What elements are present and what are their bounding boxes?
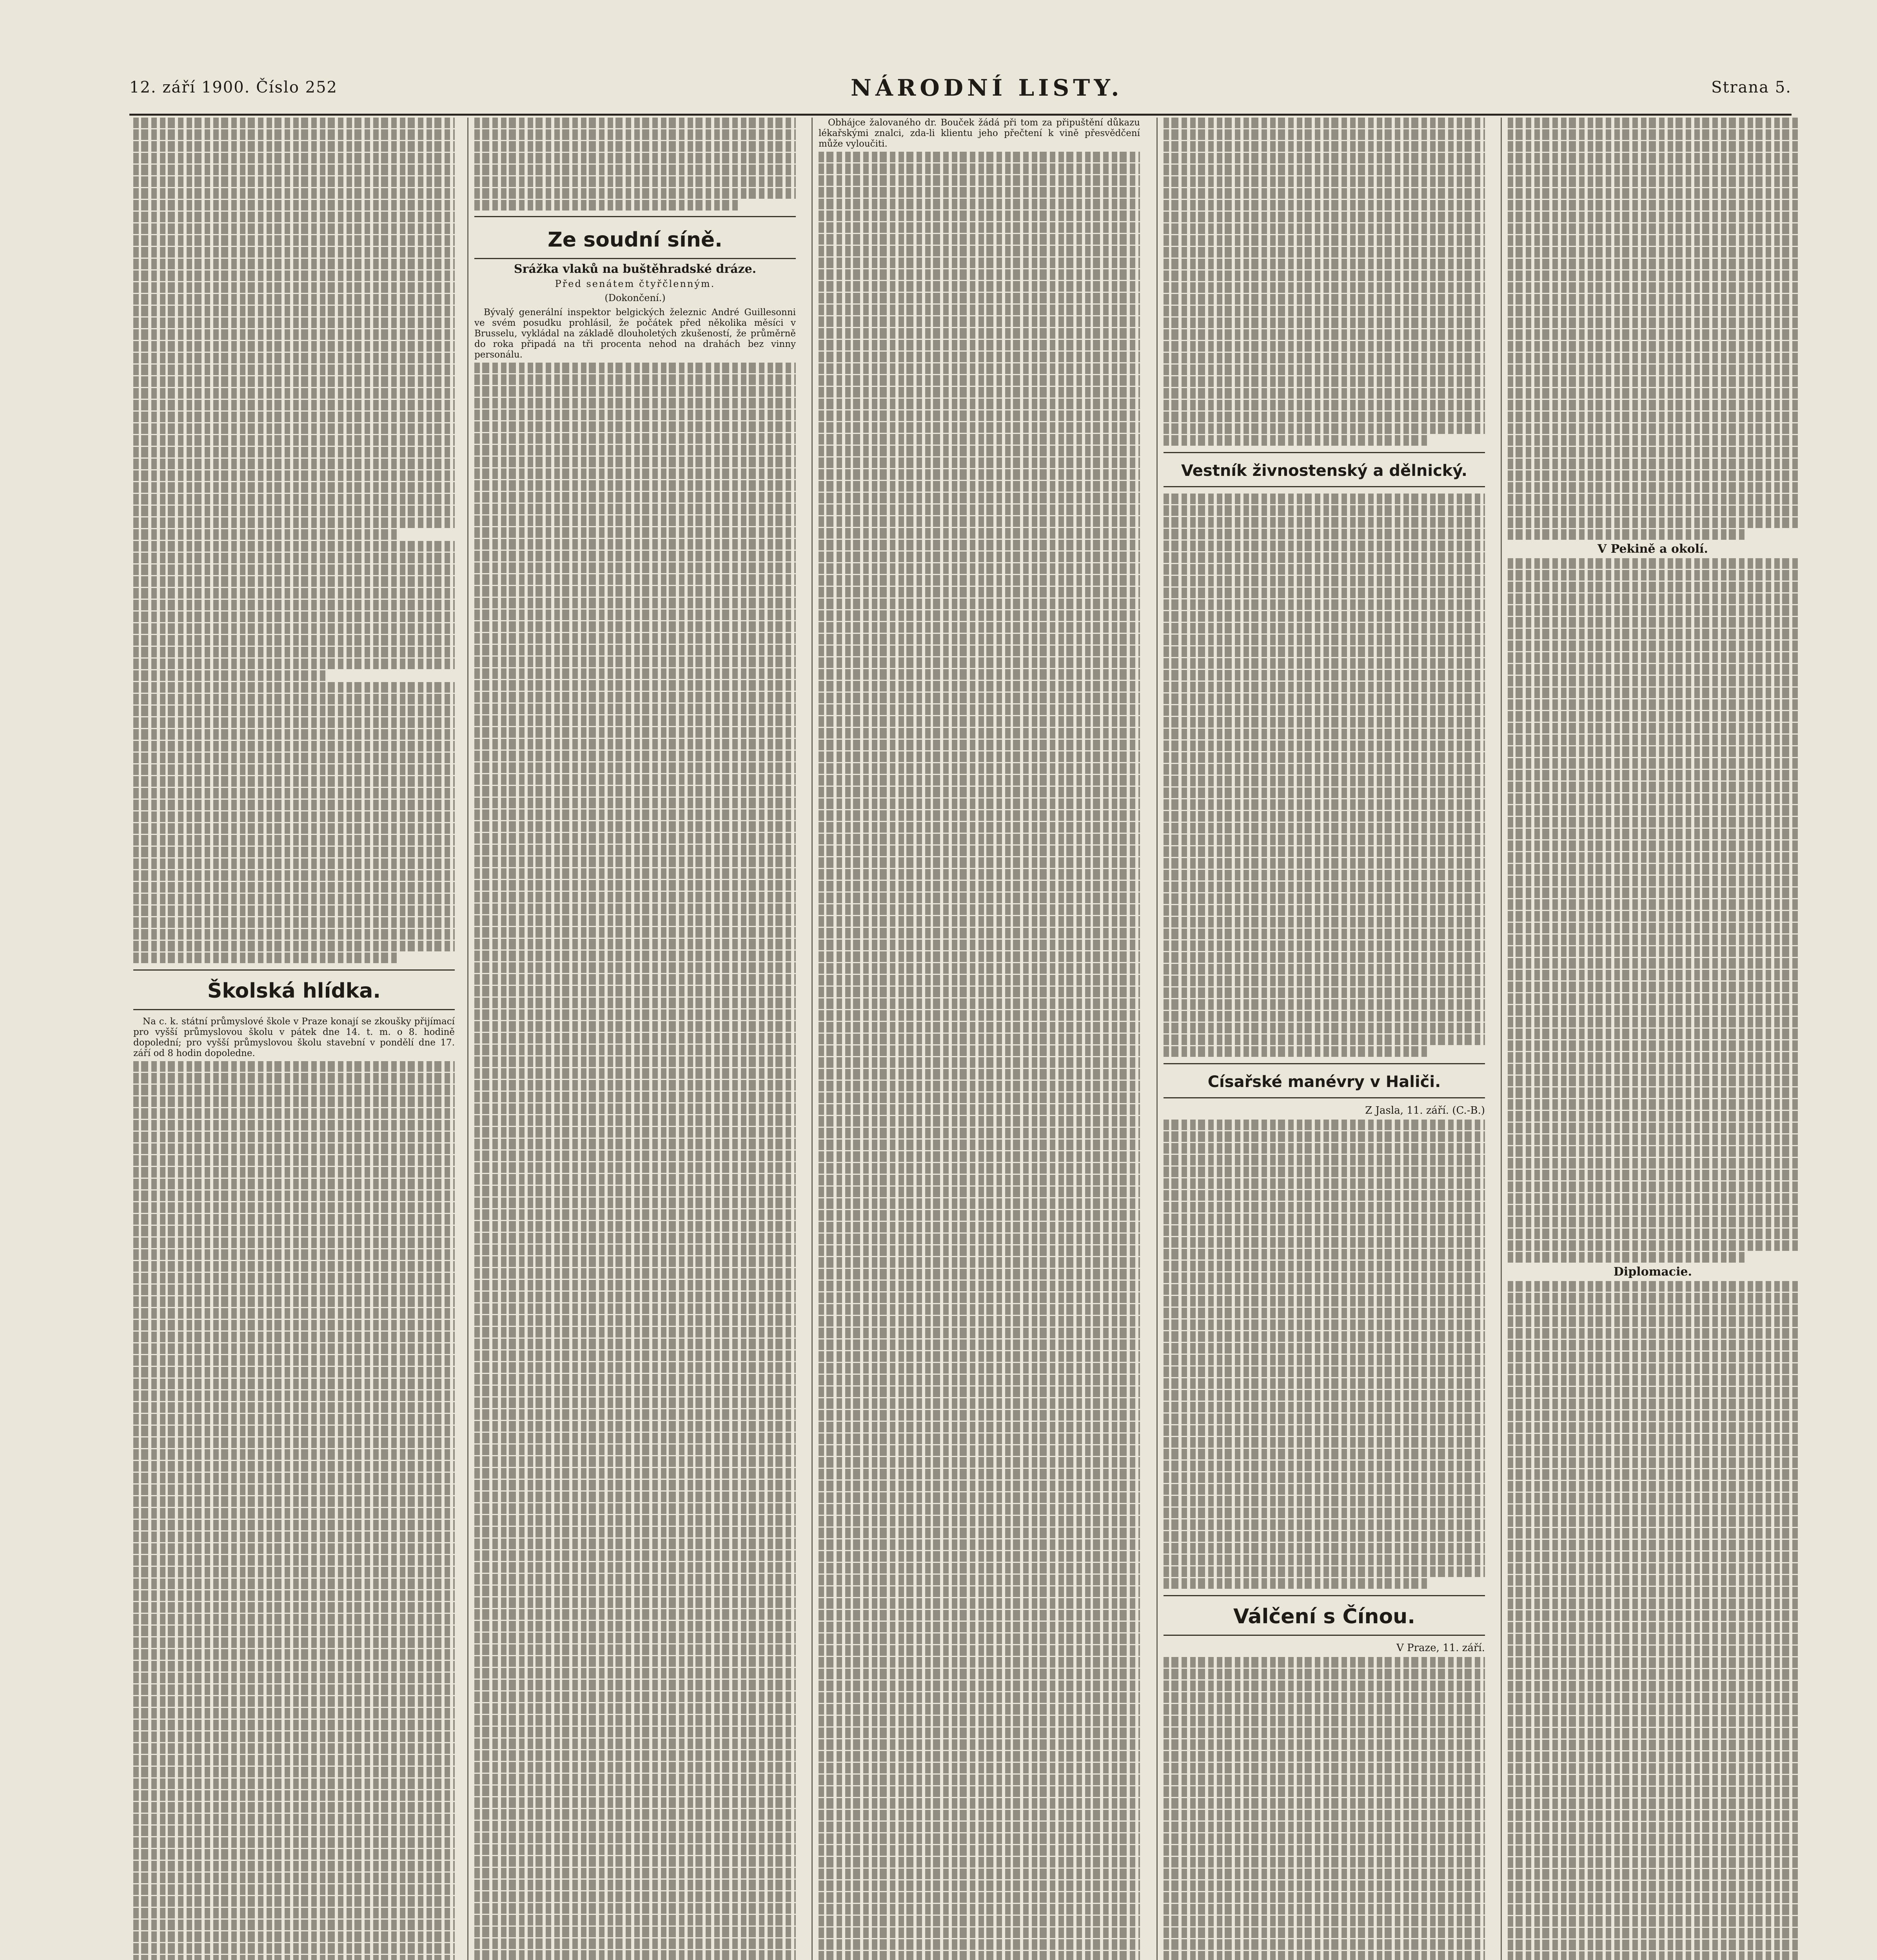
column-divider	[1501, 118, 1502, 1960]
masthead: NÁRODNÍ LISTY.	[851, 74, 1123, 101]
header-rule	[129, 114, 1792, 116]
column-5	[1508, 118, 1798, 1960]
column-divider	[811, 118, 813, 1960]
section-heading-china-war: Válčení s Čínou.	[1233, 1605, 1415, 1628]
column-3	[819, 118, 1140, 1960]
column-divider	[1156, 118, 1158, 1960]
article-headline: Srážka vlaků na buštěhradské dráze.	[514, 262, 757, 276]
article-paragraph: Na c. k. státní průmyslové škole v Praze konají se zkoušky přijímací pro vyšší průmyslovou školu v pátek dne 14. t. m. o 8. hodině dopolední; pro vyšší průmyslovou školu stavební v pondělí dne 17. září od 8 hodin dopoledne.	[133, 1016, 455, 1058]
page-number: Strana 5.	[1711, 78, 1792, 96]
section-heading-trade: Vestník živnostenský a dělnický.	[1181, 462, 1467, 480]
page-header	[129, 74, 1792, 110]
dateline: Z Jasla, 11. září. (C.-B.)	[1365, 1105, 1485, 1116]
section-heading-manoeuvres: Císařské manévry v Haliči.	[1207, 1073, 1441, 1091]
section-box	[474, 216, 796, 259]
dateline: V Praze, 11. září.	[1396, 1642, 1485, 1654]
subsection-heading: Diplomacie.	[1613, 1265, 1692, 1279]
article-paragraph: Obhájce žalovaného dr. Bouček žádá při tom za připuštění důkazu lékařskými znalci, zda-li klientu jeho přečtení k vině přesvědčení může vyloučiti.	[819, 118, 1140, 149]
subsection-heading: V Pekině a okolí.	[1597, 542, 1708, 556]
issue-date: 12. září 1900. Číslo 252	[129, 78, 338, 96]
article-paragraph: Bývalý generální inspektor belgických železnic André Guillesonni ve svém posudku prohlásil, že počátek před několika měsíci v Brusselu, vykládal na základě dlouholetých zkušeností, že průměrně do roka připadá na tři procenta nehod na drahách bez vinny personálu.	[474, 307, 796, 360]
section-heading-school: Školská hlídka.	[207, 979, 381, 1003]
article-subline: Před senátem čtyřčlenným.	[555, 278, 715, 289]
column-4	[1164, 118, 1485, 1960]
section-heading-court: Ze soudní síně.	[548, 228, 722, 252]
article-note: (Dokončení.)	[604, 292, 666, 303]
column-2	[474, 118, 796, 1960]
column-divider	[467, 118, 468, 1960]
column-1	[133, 118, 455, 1960]
